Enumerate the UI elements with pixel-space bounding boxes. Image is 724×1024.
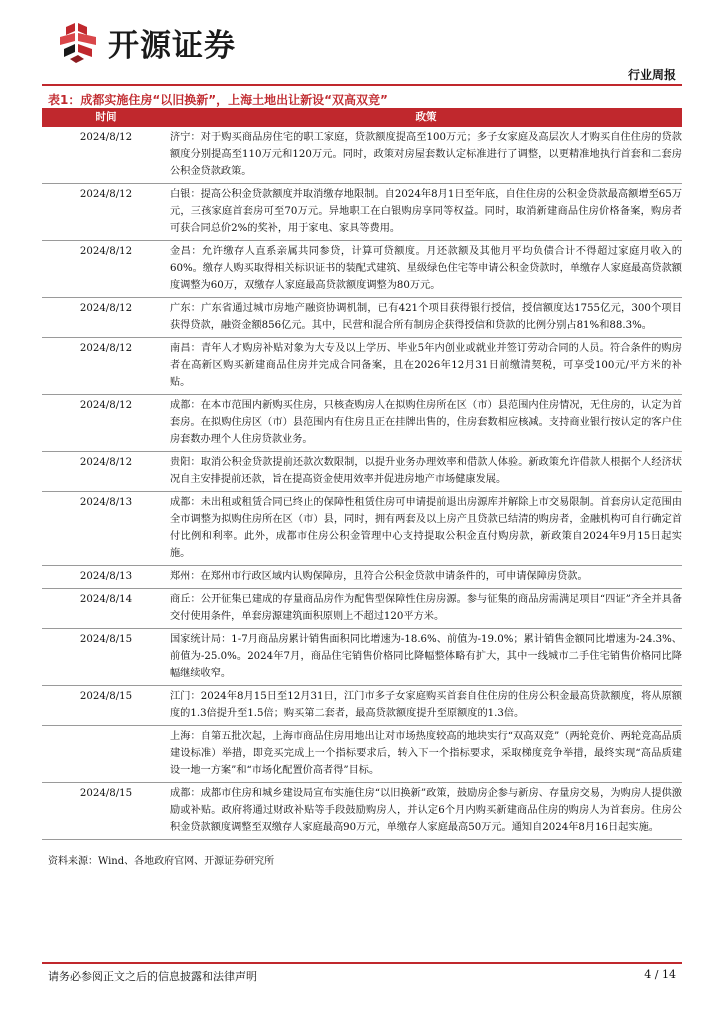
row-date: 2024/8/12 [42, 395, 170, 452]
row-date: 2024/8/12 [42, 298, 170, 338]
row-date: 2024/8/14 [42, 589, 170, 629]
disclaimer: 请务必参阅正文之后的信息披露和法律声明 [48, 970, 257, 983]
table-row [42, 686, 682, 726]
row-date [42, 726, 170, 783]
row-policy: 成都：成都市住房和城乡建设局宣布实施住房“以旧换新”政策，鼓励房企参与新房、存量房交易，为购房人提供激励或补贴。政府将通过财政补贴等手段鼓励购房人，并认定6个月内购买新建商品住房的购房人为首套房。住房公积金贷款额度调整至双缴存人家庭最高90万元，单缴存人家庭最高50万元。通知自2024年8月16日起实施。 [170, 783, 682, 840]
row-policy: 上海：自第五批次起，上海市商品住房用地出让对市场热度较高的地块实行“双高双竞”（两轮竞价、两轮竞高品质建设标准）举措，即竞买完成上一个指标要求后，转入下一个指标要求，采取梯度竞争举措，最终实现“高品质建设一地一方案”和“市场化配置价高者得”目标。 [170, 726, 682, 783]
row-date: 2024/8/15 [42, 629, 170, 686]
row-date: 2024/8/13 [42, 492, 170, 566]
row-policy: 金昌：允许缴存人直系亲属共同参贷，计算可贷额度。月还款额及其他月平均负债合计不得超过家庭月收入的60%。缴存人购买取得相关标识证书的装配式建筑、星级绿色住宅等申请公积金贷款时，单缴存人家庭最高贷款额度调整为60万，双缴存人家庭最高贷款额度调整为80万元。 [170, 241, 682, 298]
policy-table [42, 108, 682, 840]
row-policy: 济宁：对于购买商品房住宅的职工家庭，贷款额度提高至100万元；多子女家庭及高层次人才购买自住住房的贷款额度分别提高至110万元和120万元。同时，政策对房屋套数认定标准进行了调整，以更精准地执行首套和二套房公积金贷款政策。 [170, 127, 682, 184]
table-row [42, 726, 682, 783]
column-header-date: 时间 [42, 108, 170, 127]
row-policy: 白银：提高公积金贷款额度并取消缴存地限制。自2024年8月1日至年底，自住住房的公积金贷款最高额增至65万元，三孩家庭首套房可至70万元。异地职工在白银购房享同等权益。同时，取消新建商品住房价格备案，购房者可获合同总价2%的奖补，用于家电、家具等费用。 [170, 184, 682, 241]
document-type: 行业周报 [627, 68, 676, 82]
row-date: 2024/8/12 [42, 338, 170, 395]
column-header-policy: 政策 [170, 108, 682, 127]
table-row [42, 452, 682, 492]
table-row [42, 395, 682, 452]
table-body [42, 127, 682, 840]
row-policy: 商丘：公开征集已建成的存量商品房作为配售型保障性住房房源。参与征集的商品房需满足项目“四证”齐全并具备交付使用条件，单套房源建筑面积原则上不超过120平方米。 [170, 589, 682, 629]
row-policy: 成都：未出租或租赁合同已终止的保障性租赁住房可申请提前退出房源库并解除上市交易限制。首套房认定范围由全市调整为拟购住房所在区（市）县，同时，拥有两套及以上房产且贷款已结清的购房者，金融机构可自行确定首付比例和利率。此外，成都市住房公积金管理中心支持提取公积金直付购房款，新政策自2024年9月15日起实施。 [170, 492, 682, 566]
table-row [42, 127, 682, 184]
brand-mark-icon [58, 21, 104, 65]
table-row [42, 589, 682, 629]
row-date: 2024/8/13 [42, 566, 170, 589]
row-policy: 郑州：在郑州市行政区域内认购保障房，且符合公积金贷款申请条件的，可申请保障房贷款。 [170, 566, 682, 589]
row-policy: 国家统计局：1-7月商品房累计销售面积同比增速为-18.6%、前值为-19.0%；累计销售金额同比增速为-24.3%、前值为-25.0%。2024年7月，商品住宅销售价格同比降幅整体略有扩大，其中一线城市二手住宅销售价格同比降幅继续收窄。 [170, 629, 682, 686]
table-row [42, 783, 682, 840]
row-date: 2024/8/12 [42, 127, 170, 184]
table-caption: 表1：成都实施住房“以旧换新”，上海土地出让新设“双高双竞” [48, 93, 388, 107]
row-date: 2024/8/12 [42, 184, 170, 241]
row-date: 2024/8/15 [42, 686, 170, 726]
source-note: 资料来源：Wind、各地政府官网、开源证券研究所 [48, 856, 275, 867]
table-row [42, 492, 682, 566]
row-date: 2024/8/12 [42, 452, 170, 492]
row-policy: 南昌：青年人才购房补贴对象为大专及以上学历、毕业5年内创业或就业并签订劳动合同的人员。符合条件的购房者在高新区购买新建商品住房并完成合同备案，且在2026年12月31日前缴清契税，可享受100元/平方米的补贴。 [170, 338, 682, 395]
header-divider [42, 84, 682, 86]
table-row [42, 298, 682, 338]
table-row [42, 241, 682, 298]
table-row [42, 566, 682, 589]
row-policy: 贵阳：取消公积金贷款提前还款次数限制，以提升业务办理效率和借款人体验。新政策允许借款人根据个人经济状况自主安排提前还款，旨在提高资金使用效率并促进房地产市场健康发展。 [170, 452, 682, 492]
brand-name: 开源证券 [108, 28, 236, 64]
table-row [42, 338, 682, 395]
table-header-row [42, 108, 682, 127]
row-date: 2024/8/15 [42, 783, 170, 840]
brand-logo [58, 20, 236, 65]
row-policy: 江门：2024年8月15日至12月31日，江门市多子女家庭购买首套自住住房的住房公积金最高贷款额度，将从原额度的1.3倍提升至1.5倍；购买第二套者，最高贷款额度提升至原额度的1.3倍。 [170, 686, 682, 726]
row-date: 2024/8/12 [42, 241, 170, 298]
footer-divider [42, 962, 682, 964]
row-policy: 广东：广东省通过城市房地产融资协调机制，已有421个项目获得银行授信，授信额度达1755亿元，300个项目获得贷款，融资金额856亿元。其中，民营和混合所有制房企获得授信和贷款的比例分别占81%和88.3%。 [170, 298, 682, 338]
table-row [42, 184, 682, 241]
page-header [0, 0, 724, 92]
row-policy: 成都：在本市范围内新购买住房，只核查购房人在拟购住房所在区（市）县范围内住房情况，无住房的，认定为首套房。在拟购住房区（市）县范围内有住房且正在挂牌出售的，住房套数相应核减。支持商业银行按认定的客户住房套数办理个人住房贷款业务。 [170, 395, 682, 452]
page-number: 4 / 14 [644, 968, 676, 981]
table-row [42, 629, 682, 686]
